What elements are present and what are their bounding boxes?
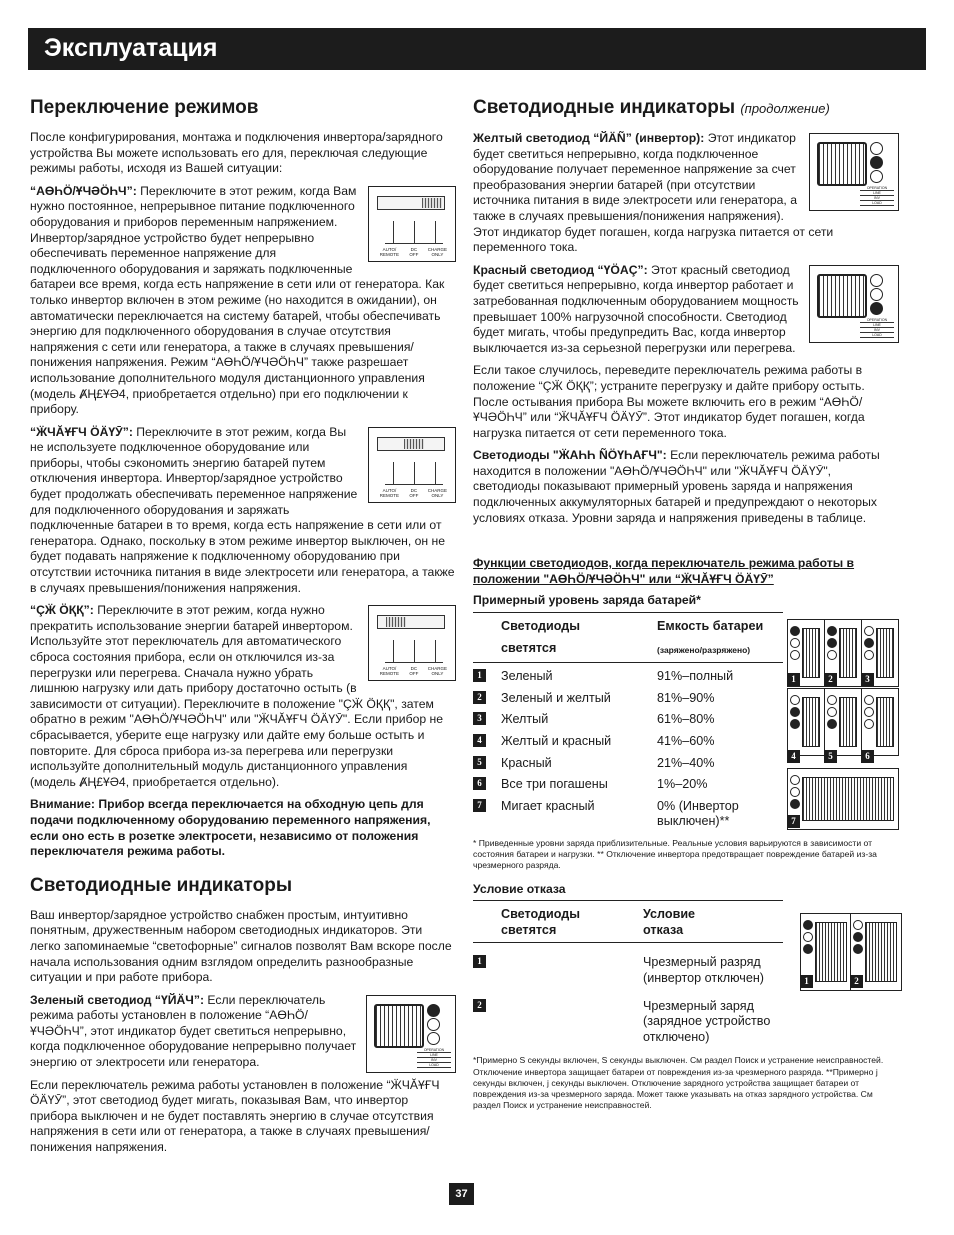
leds-cell: Все три погашены [501,777,608,792]
leds-intro: Ваш инвертор/зарядное устройство снабжен простым, интуитивно понятным, дружественным набором светодиодных индикаторов. Эти легко запоминаемые “светофорные” сигналов позволят Вам вскоре после начала использования одним взглядом определить разнообразные ситуации и при работе прибора. [30,907,452,985]
fault-table [473,901,783,1045]
charge-mode-label: “ӜЧӐҰҒЧ ÖÄҮӮ”: [30,424,133,439]
fig-label: LOAD [860,333,894,338]
condition-cell: Чрезмерный заряд (зарядное устройство отключено) [643,998,771,1044]
figure-number: 3 [861,673,874,686]
switch-figure-off [368,605,456,681]
leds-cell: Желтый [501,712,549,727]
fig-label: OPERATION [417,1048,451,1053]
led-figure-red [809,265,899,343]
figure-number: 4 [787,750,800,763]
leds-continued-title [473,96,899,121]
led-figure-green [366,995,456,1073]
table-row [473,777,783,793]
figure-number: 7 [787,815,800,828]
switch-label: CHARGE ONLY [427,666,448,677]
row-number: 5 [473,756,486,769]
left-column [30,96,456,1163]
fig-label: INV [417,1058,451,1063]
col-header-leds-2: светятся [501,640,557,655]
switch-label: DC OFF [409,246,419,257]
warning-text: Внимание: Прибор всегда переключается на обходную цепь для подачи подключенному оборудованию переменного напряжения, если оно есть в розетке электросети, независимо от положения переключателя режима работы. [30,797,431,859]
leds-cell: Зеленый [501,669,553,684]
fig-label: INV [860,196,894,201]
switch-label: CHARGE ONLY [427,487,448,498]
led-figure-yellow [809,133,899,211]
led-panel-figure [787,688,825,756]
row-number: 2 [473,999,486,1012]
row-number: 6 [473,777,486,790]
green-led-label: Зеленый светодиод “ҮЙÄЧ”: [30,992,205,1007]
figure-number: 5 [824,750,837,763]
red-led-label: Красный светодиод “ҮÖАÇ”: [473,262,648,277]
leds-cell: Красный [501,755,552,770]
figure-number: 2 [824,673,837,686]
table-row [473,756,783,772]
page-number: 37 [449,1183,474,1205]
capacity-cell: 1%–20% [657,777,708,792]
table-row [473,799,783,830]
battery-leds-text: Если переключатель режима работы находится в положении "АӨҺÖ/ҰЧӘÖҺЧ" или "ӜЧӐҰҒЧ ÖÄҮӮ", светодиоды показывают примерный уровень заряда и напряжения подключенных аккумуляторных батарей и предупреждают о некоторых условиях отказа. Уровни заряда и напряжения приведены в таблице. [473,448,880,525]
figure-number: 6 [861,750,874,763]
switch-label: AUTO/ REMOTE [379,487,400,498]
col-header-capacity-2: (заряжено/разряжено) [657,644,751,655]
row-number: 2 [473,691,486,704]
fault-table-title: Условие отказа [473,882,783,902]
capacity-cell: 91%–полный [657,669,734,684]
yellow-led-text: Этот индикатор будет светиться непрерывно, когда подключенное оборудование получает переменное напряжение за счет преобразования энергии батарей (при отсутствии источника питания в виде электросети или генератора, а также в случаях превышения/понижения напряжения). Этот индикатор будет погашен, когда нагрузка питается от сети переменного тока. [473,131,834,255]
led-panel-figure [824,688,862,756]
table-header [473,613,783,663]
battery-leds-paragraph [473,448,899,526]
table-row [473,691,783,707]
figure-number: 1 [787,673,800,686]
capacity-cell: 21%–40% [657,755,715,770]
fig-label: LOAD [417,1063,451,1068]
charge-mode-text: Переключите в этот режим, когда Вы не используете подключенное оборудование или приборы, чтобы сэкономить энергию батарей путем отключения инвертора. Инвертор/зарядное устройство будет продолжать обеспечивать переменное напряжение для подключенного оборудования и заряжать подключенные батареи в то время, когда есть напряжение в сети или от генератора. Однако, поскольку в этом режиме инвертор выключен, он не будет подавать напряжение к подключенному оборудованию при отсутствии источника питания в виде электросети или генератора, а также в случаях превышения/понижения напряжения. [30,424,455,595]
green-led-text: Если переключатель режима работы установлен в положение “АӨҺÖ/ҰЧӘÖҺЧ”, этот индикатор будет светиться непрерывно, когда подключенное оборудование непрерывно получает энергию от электросети или генератора. [30,992,357,1070]
charge-footnote: * Приведенные уровни заряда приблизительные. Реальные условия варьируются в зависимости от состояния батареи и нагрузки. ** Отключение инвертора предотвращает повреждение батарей из-за чрезмерного разряда. [473,837,877,871]
leds-continued-title-text: Светодиодные индикаторы [473,97,736,118]
fault-footnote: *Примерно S секунды включен, S секунды выключен. См раздел Поиск и устранение неисправностей. Отключение инвертора защищает батареи от повреждения из-за чрезмерного разряда. **Примерно j секунды включен, j секунды выключен. Отключение зарядного устройства защищает батареи от повреждения из-за чрезмерного заряда. Может также указывать на отказ зарядного устройства. См раздел Поиск и устранение неисправностей. [473,1055,884,1111]
table-row [473,712,783,728]
off-mode-text: Переключите в этот режим, когда нужно прекратить использование энергии батарей инвертором. Используйте этот переключатель для автоматического сброса состояния прибора, если он отключился из-за перегрузки или перегрева. Сначала нужно убрать лишнюю нагрузку или дать прибору достаточно остыть (в зависимости от ситуации). Переключите в положение "ÇӜ ÖҚҚ", затем обратно в режим "АӨҺÖ/ҰЧӘÖҺЧ" или "ӜЧӐҰҒЧ ÖÄҮӮ". Если прибор не сбрасывается, уберите еще нагрузку или дайте ему больше остыть и повторите. Для сброса прибора из-за перегрева или перегрузки используйте дополнительный модуль дистанционного управления (модель ȺҢ£ҰӘ4, приобретается отдельно). [30,603,444,789]
condition-cell: Чрезмерный разряд (инвертор отключен) [643,955,764,985]
table-row [473,669,783,685]
red-led-paragraph-2: Если такое случилось, переведите переключатель режима работы в положение “ÇӜ ÖҚҚ”; устраните перегрузку и дайте прибору остыть. После остывания прибора Вы можете включить его в режим “АӨҺÖ/ҰЧӘÖҺЧ” или “ӜЧӐҰҒЧ ÖÄҮӮ”. Этот индикатор будет погашен, когда нагрузка питается от сети переменного тока. [473,363,865,440]
row-number: 1 [473,669,486,682]
capacity-cell: 41%–60% [657,734,715,748]
table-row [473,999,783,1046]
switch-label: AUTO/ REMOTE [379,246,400,257]
leds-continued-subtitle: (продолжение) [740,101,830,116]
fig-label: LINE [860,191,894,196]
page-title: Эксплуатация [44,34,218,62]
battery-leds-label: Светодиоды "ӜАҺҺ ÑÖҮҺАҒЧ": [473,448,667,463]
capacity-cell: 0% (Инвертор выключен)** [657,798,739,829]
row-number: 1 [473,955,486,968]
charge-level-table [473,613,783,830]
leds-cell: Зеленый и желтый [501,690,611,705]
fig-label: OPERATION [860,318,894,323]
col-header-leds: Светодиоды [501,619,581,634]
switch-label: DC OFF [409,487,419,498]
off-mode-label: “ÇӜ ÖҚҚ”: [30,603,94,618]
auto-mode-label: “АӨҺÖ/ҰЧӘÖҺЧ”: [30,183,137,198]
fig-label: LOAD [860,201,894,206]
switch-label: AUTO/ REMOTE [379,666,400,677]
charge-table-title: Примерный уровень заряда батарей* [473,593,783,613]
table-row [473,955,783,986]
row-number: 4 [473,734,486,747]
leds-cell: Мигает красный [501,798,595,813]
switch-figure-auto [368,186,456,262]
capacity-cell: 61%–80% [657,712,715,727]
col-header-condition-2: отказа [643,922,684,937]
header-bar [28,28,926,70]
row-number: 7 [473,799,486,812]
col-header-leds-2: светятся [501,922,557,937]
warning-paragraph [30,797,456,859]
yellow-led-label: Желтый светодиод “ЙÄÑ” (инвертор): [473,131,705,145]
figure-number: 1 [800,975,813,988]
switch-label: CHARGE ONLY [427,246,448,257]
col-header-capacity: Емкость батареи [657,619,764,634]
led-panel-figure [787,768,899,830]
table-row [473,734,783,750]
switch-label: DC OFF [409,666,419,677]
leds-title: Светодиодные индикаторы [30,874,293,896]
auto-mode-text: Переключите в этот режим, когда Вам нужно постоянное, непрерывное питание подключенного оборудования и приборов переменным напряжением. Инвертор/зарядное устройство будет непрерывно обеспечивать переменное напряжение для подключенного оборудования и заряжать подключенные батареи все время, когда есть напряжение в сети или от генератора. Как только инвертор включен в этом режиме (но находится в ожидании), он автоматически переключается на систему батарей, чтобы обеспечивать энергию для подключенного оборудования в случае отсутствия напряжения с сети или генератора, а также в случаях превышения/понижения напряжения. Режим “АӨҺÖ/ҰЧӘÖҺЧ” также разрешает использование дополнительного модуля дистанционного управления (модель ȺҢ£ҰӘ4, приобретается отдельно) при его подключении к прибору. [30,183,445,417]
col-header-condition: Условие [643,907,696,922]
table-header [473,901,783,943]
fig-label: OPERATION [860,186,894,191]
red-led-text: Этот красный светодиод будет светиться непрерывно, когда инвертор работает и затребованная подключенным оборудованием мощность превышает 100% нагрузочной способности. Светодиод будет мигать, чтобы предупредить Вас, когда инвертор выключается из-за серьезной перегрузки или перегрева. [473,262,799,355]
row-number: 3 [473,712,486,725]
fig-label: INV [860,328,894,333]
leds-cell: Желтый и красный [501,734,612,748]
led-panel-figure [861,688,899,756]
capacity-cell: 81%–90% [657,690,715,705]
figure-number: 2 [850,975,863,988]
col-header-leds: Светодиоды [501,907,581,922]
modes-intro: После конфигурирования, монтажа и подключения инвертора/зарядного устройства Вы можете использовать его для, переключая следующие режимы работы, исходя из Вашей ситуации: [30,130,443,176]
green-led-paragraph-2: Если переключатель режима работы установлен в положение “ӜЧӐҰҒЧ ÖÄҮӮ”, этот светодиод будет мигать, показывая Вам, что инвертор прибора выключен и не будет поставлять энергию в случае отсутствия напряжения в сети или от генератора, а также в случаях превышения/понижения напряжения. [30,1077,440,1155]
fig-label: LINE [417,1053,451,1058]
switch-figure-charge [368,427,456,503]
modes-title: Переключение режимов [30,97,259,118]
fig-label: LINE [860,323,894,328]
led-functions-title: Функции светодиодов, когда переключатель режима работы в положении "АӨҺÖ/ҰЧӘÖҺЧ" или “ӜЧӐҰҒЧ ÖÄҮӮ” [473,556,855,586]
